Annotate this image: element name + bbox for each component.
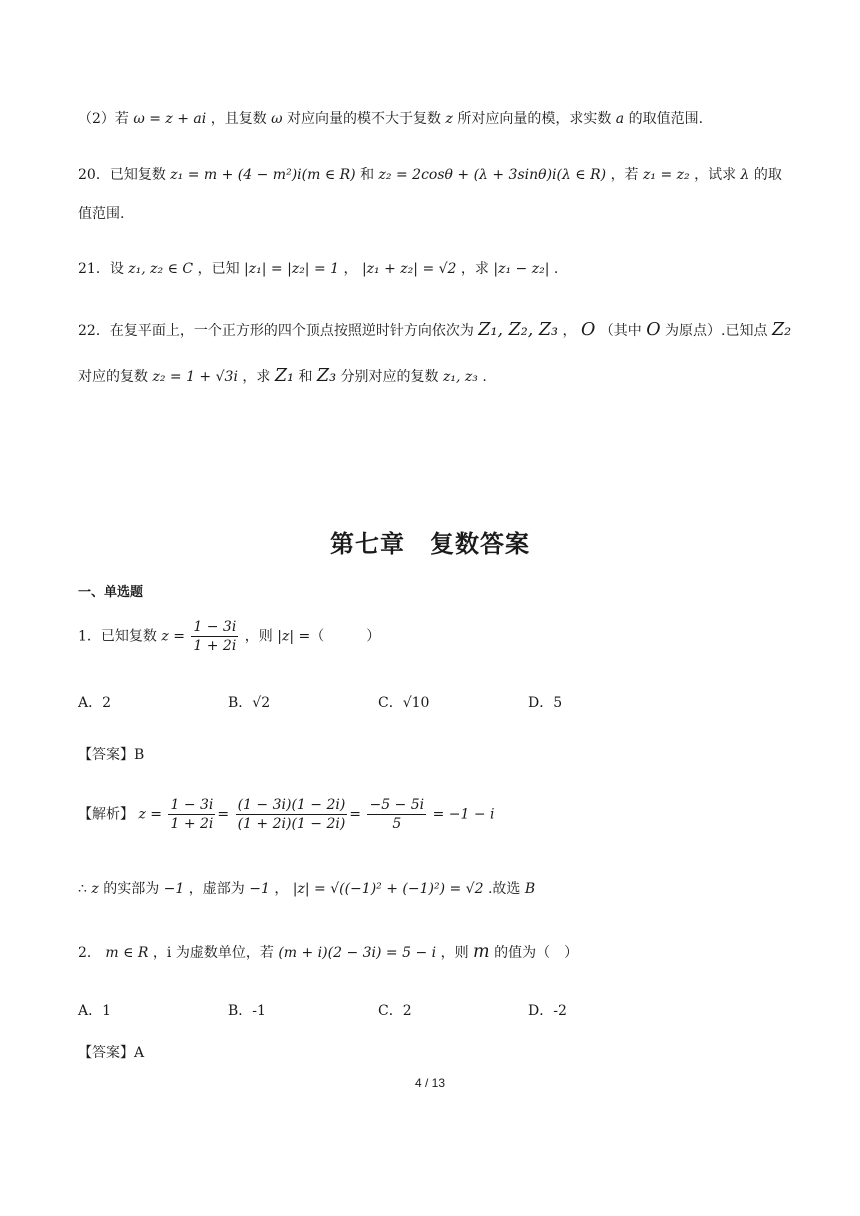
fraction: $\frac{1 - 3i}{1 + 2i}$ [170, 797, 214, 832]
z1-definition: z₁ = m + (4 − m²)i(m ∈ R) [170, 167, 356, 183]
fraction: $\frac{(1 - 3i)(1 - 2i)}{(1 + 2i)(1 - 2i)}$ [237, 797, 346, 832]
problem-21: 21．设 z₁, z₂ ∈ C ，已知 |z₁| = |z₂| = 1 ， |z₁ + z₂| = √2 ，求 |z₁ − z₂| . [78, 261, 559, 277]
q1-analysis: 【解析】 z = $\frac{1 - 3i}{1 + 2i}$ = $\frac{(1 - 3i)(1 - 2i)}{(1 + 2i)(1 - 2i)}$ = $\frac{-5 - 5i}{5}$ = −1 − i [78, 797, 495, 832]
q2-answer: 【答案】A [78, 1045, 145, 1061]
fraction: $\frac{-5 - 5i}{5}$ [369, 797, 425, 832]
q1-option-d: D．5 [528, 695, 563, 711]
q2-option-d: D．-2 [528, 1003, 567, 1019]
page-number: 4 / 13 [414, 1076, 446, 1090]
q1-option-c: C．√10 [378, 695, 430, 711]
problem-22: 22．在复平面上，一个正方形的四个顶点按照逆时针方向依次为 Z₁, Z₂, Z₃ ， O （其中 O 为原点）.已知点 Z₂ [78, 320, 792, 340]
omega-equation: ω = z + ai [133, 111, 207, 127]
fraction: $\frac{1 - 3i}{1 + 2i}$ [193, 619, 237, 654]
q2-option-c: C．2 [378, 1003, 412, 1019]
q2-option-a: A．1 [78, 1003, 112, 1019]
problem-prefix: （2）若 [78, 111, 129, 127]
chapter-title: 第七章 复数答案 [330, 530, 530, 558]
problem-20: 20．已知复数 z₁ = m + (4 − m²)i(m ∈ R) 和 z₂ = 2cosθ + (λ + 3sinθ)i(λ ∈ R) ，若 z₁ = z₂ ，试求 λ 的取 [78, 167, 782, 183]
q1-option-b: B．√2 [228, 695, 271, 711]
q1-conclusion: ∴ z 的实部为 −1 ，虚部为 −1 ， |z| = √((−1)² + (−1)²) = √2 .故选 B [78, 881, 536, 897]
problem-22-line-2: 对应的复数 z₂ = 1 + √3i ，求 Z₁ 和 Z₃ 分别对应的复数 z₁, z₃ . [78, 366, 487, 386]
section-title: 一、单选题 [78, 585, 144, 600]
z2-definition: z₂ = 2cosθ + (λ + 3sinθ)i(λ ∈ R) [378, 167, 607, 183]
q1-answer: 【答案】B [78, 747, 145, 763]
question-2-stem: 2． m ∈ R ，i 为虚数单位，若 (m + i)(2 − 3i) = 5 − i ，则 m 的值为（ ） [78, 942, 579, 962]
problem-20-line-2: 值范围. [78, 206, 125, 222]
question-1-stem: 1．已知复数 z = $\frac{1 - 3i}{1 + 2i}$ ，则 |z| =（ ） [78, 619, 381, 654]
q2-option-b: B．-1 [228, 1003, 266, 1019]
q1-option-a: A．2 [78, 695, 112, 711]
problem-19-part-2: （2）若 ω = z + ai ，且复数 ω 对应向量的模不大于复数 z 所对应向量的模，求实数 a 的取值范围. [78, 111, 704, 127]
